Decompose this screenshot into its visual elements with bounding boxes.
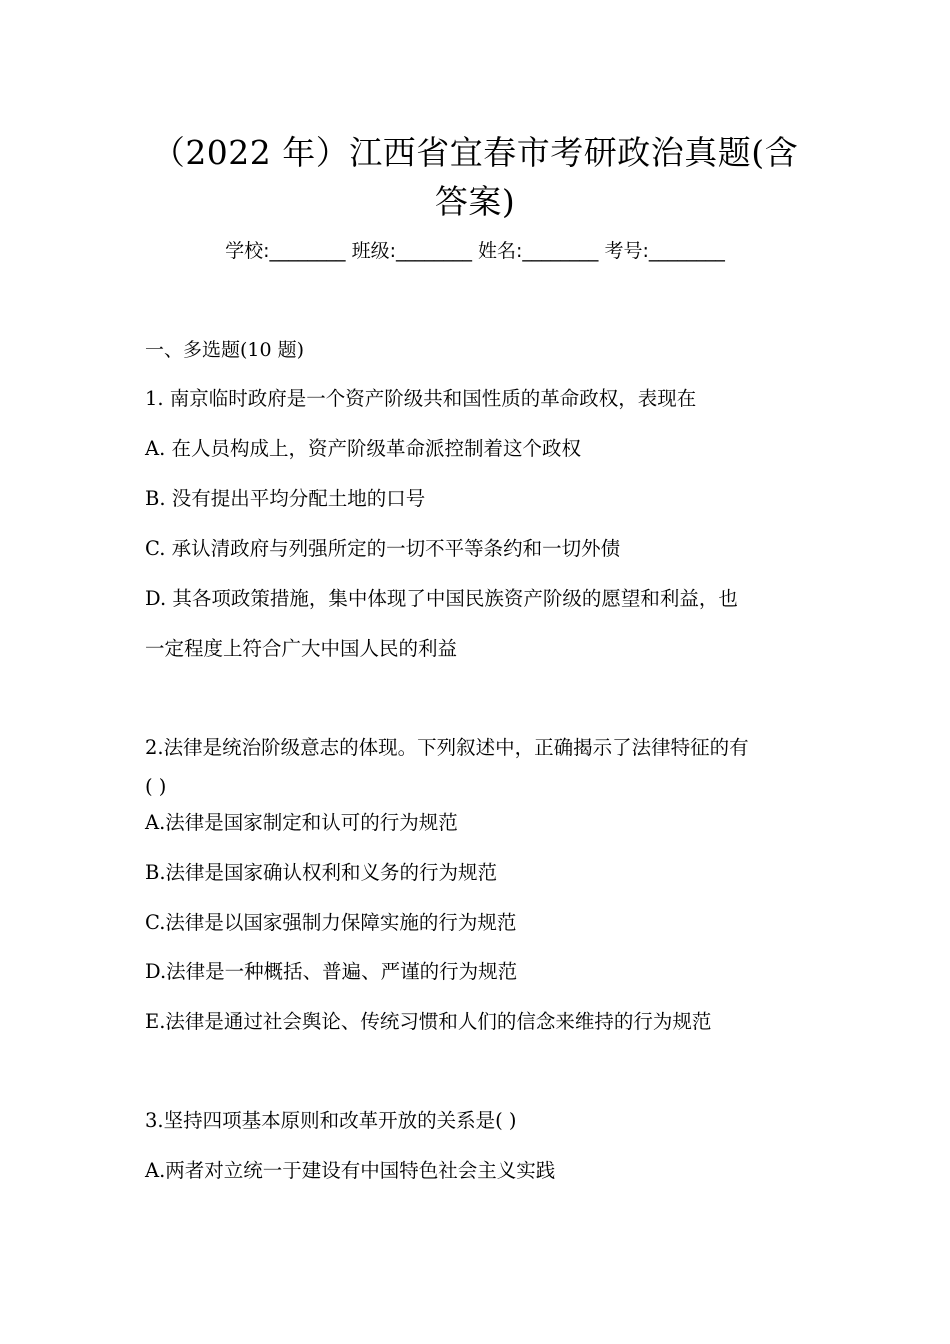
question-1-option-b: B. 没有提出平均分配土地的口号 [145, 487, 426, 510]
question-1-stem: 1. 南京临时政府是一个资产阶级共和国性质的革命政权，表现在 [145, 387, 697, 410]
question-2-option-d: D.法律是一种概括、普遍、严谨的行为规范 [145, 960, 518, 983]
section-heading: 一、多选题(10 题) [145, 339, 305, 361]
question-2-option-c: C.法律是以国家强制力保障实施的行为规范 [145, 911, 517, 934]
question-3-stem: 3.坚持四项基本原则和改革开放的关系是( ) [145, 1109, 517, 1132]
question-2-option-e: E.法律是通过社会舆论、传统习惯和人们的信念来维持的行为规范 [145, 1010, 712, 1033]
question-1-option-d-cont: 一定程度上符合广大中国人民的利益 [145, 637, 458, 660]
question-2-stem: 2.法律是统治阶级意志的体现。下列叙述中，正确揭示了法律特征的有 [145, 736, 749, 759]
question-1-option-d: D. 其各项政策措施，集中体现了中国民族资产阶级的愿望和利益，也 [145, 587, 738, 610]
question-2-option-a: A.法律是国家制定和认可的行为规范 [145, 811, 458, 834]
question-1-option-c: C. 承认清政府与列强所定的一切不平等条约和一切外债 [145, 537, 621, 560]
question-1-option-a: A. 在人员构成上，资产阶级革命派控制着这个政权 [145, 437, 581, 460]
document-title-line-2: 答案) [434, 182, 516, 221]
question-2-option-b: B.法律是国家确认权利和义务的行为规范 [145, 861, 498, 884]
question-3-option-a: A.两者对立统一于建设有中国特色社会主义实践 [145, 1159, 556, 1182]
question-2-stem-cont: ( ) [145, 775, 167, 798]
student-info-line: 学校:________ 班级:________ 姓名:________ 考号:________ [225, 240, 725, 262]
document-title-line-1: （2022 年）江西省宜春市考研政治真题(含 [151, 133, 799, 172]
